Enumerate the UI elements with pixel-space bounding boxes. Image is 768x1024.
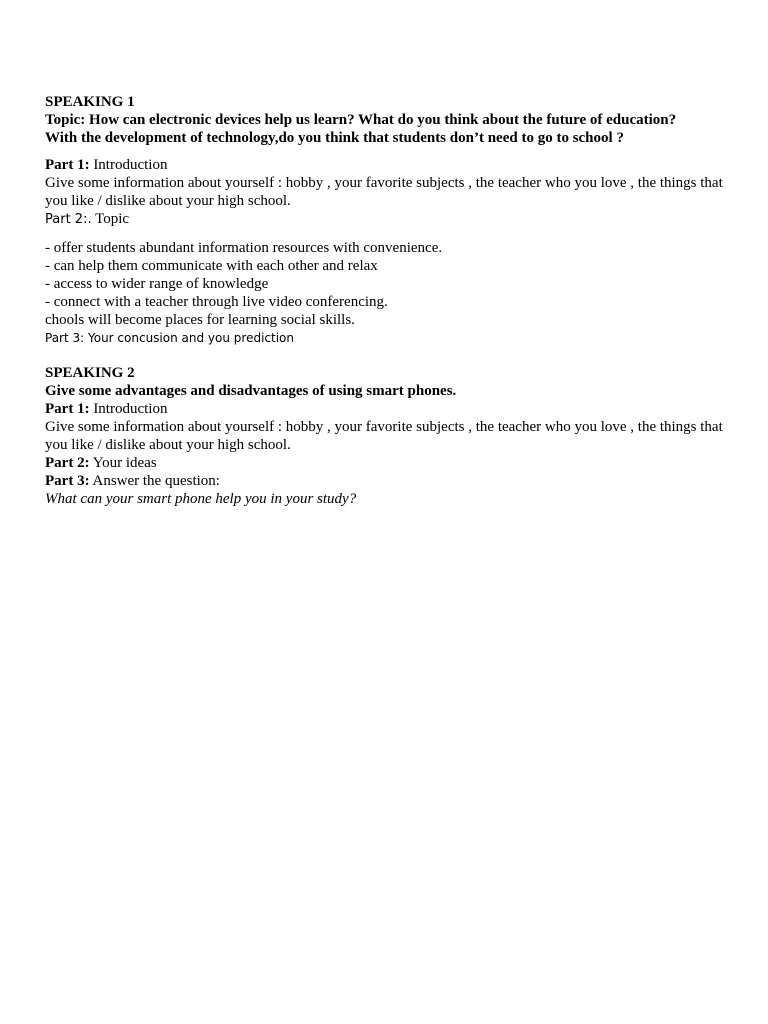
- speaking-2-part-1-description: Give some information about yourself : hobby , your favorite subjects , the teacher who you love , the things that you like / dislike about your high school.: [45, 419, 723, 453]
- speaking-1-section: [45, 93, 725, 347]
- list-item: - can help them communicate with each other and relax: [45, 258, 378, 274]
- part-3-label: Part 3:: [45, 473, 90, 489]
- part-1-text: Introduction: [89, 401, 168, 417]
- list-item: - connect with a teacher through live video conferencing.: [45, 294, 388, 310]
- speaking-1-bullet-list: [45, 239, 725, 311]
- speaking-1-part-2: [45, 210, 725, 229]
- speaking-2-section: [45, 364, 725, 508]
- speaking-2-italic-question: What can your smart phone help you in your study?: [45, 491, 357, 507]
- part-1-label: Part 1:: [45, 401, 90, 417]
- speaking-1-part-1-description: Give some information about yourself : hobby , your favorite subjects , the teacher who you love , the things that you like / dislike about your high school.: [45, 175, 723, 209]
- document-page: [45, 93, 725, 508]
- speaking-2-question: Give some advantages and disadvantages of using smart phones.: [45, 383, 457, 399]
- part-2-label: Part 2:: [45, 455, 90, 471]
- part-2-text: Topic: [91, 211, 130, 227]
- speaking-2-part-3: [45, 472, 725, 490]
- part-2-label: Part 2:.: [45, 212, 92, 227]
- list-item: - offer students abundant information resources with convenience.: [45, 240, 443, 256]
- speaking-1-topic-line-1: Topic: How can electronic devices help us learn? What do you think about the future of education?: [45, 112, 677, 128]
- speaking-2-part-1: [45, 400, 725, 418]
- part-2-text: Your ideas: [89, 455, 157, 471]
- part-1-text: Introduction: [89, 157, 168, 173]
- part-1-label: Part 1:: [45, 157, 90, 173]
- part-3-text: Answer the question:: [89, 473, 220, 489]
- speaking-1-schools-line: chools will become places for learning social skills.: [45, 312, 355, 328]
- speaking-1-topic-line-2: With the development of technology,do you think that students don’t need to go to school ?: [45, 130, 624, 146]
- speaking-1-part-3: Part 3: Your concusion and you prediction: [45, 331, 294, 345]
- list-item: - access to wider range of knowledge: [45, 276, 269, 292]
- speaking-2-part-2: [45, 454, 725, 472]
- speaking-1-part-1: [45, 156, 725, 174]
- speaking-1-heading: SPEAKING 1: [45, 94, 135, 110]
- speaking-2-heading: SPEAKING 2: [45, 365, 135, 381]
